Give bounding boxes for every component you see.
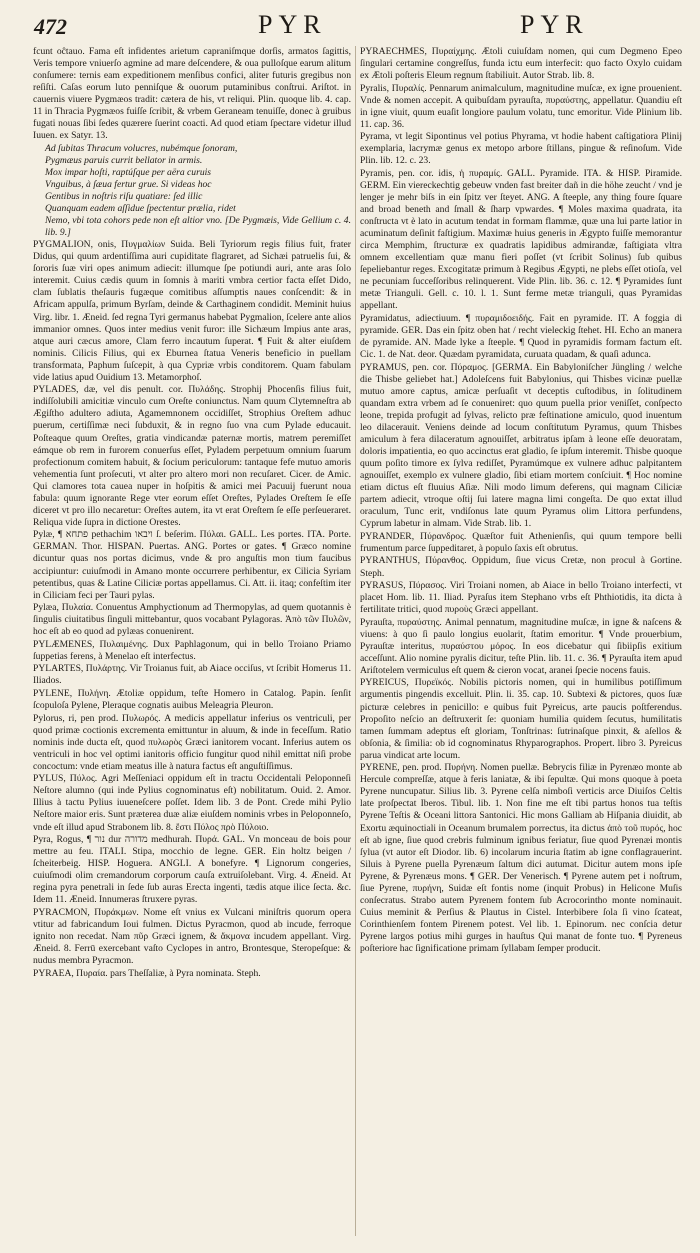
entry-pylene: PYLENE, Πυλήνη. Ætoliæ oppidum, teſte Homero in Catalog. Papin. ſenſit ſcopuloſa Pylene, Pleraque cognatis auibus Meleagria Pleuron. [33,687,351,712]
running-head-left: PYR [258,10,327,39]
left-column [33,46,351,1242]
entry-pylaea: Pylæa, Πυλαία. Conuentus Amphyctionum ad Thermopylas, ad quem quotannis è ſingulis ciuitatibus ſinguli mittebantur, quos vocabant Pylagoras. Ἀπὸ τῶν Πυλῶν, hoc eſt ab eo quod ad pylæas conuenirent. [33,602,351,638]
verse-line: Ad ſubitas Thracum volucres, nubémque ſonoram, [45,142,238,154]
entry-pylaemenes: PYLÆMENES, Πυλαιμένης. Dux Paphlagonum, qui in bello Troiano Priamo ſuppetias ferens, à Menelao eſt interfectus. [33,638,351,662]
verse-line: Vnguibus, à ſæua fertur grue. Si videas hoc [45,179,212,191]
verse-line: Nemo, vbi tota cohors pede non eſt altior vno. [De Pygmæis, Vide Gellium c. 4. lib. 9.] [45,215,351,239]
entry-pyrene: PYRENE, pen. prod. Πυρήνη. Nomen puellæ. Bebrycis filiæ in Pyrenæo monte ab Hercule compreſſæ, atque à feris laniatæ, & ibi ſepultæ. Qui mons quoque à poeta Pyrene nuncupatur. Silius lib. 3. Pyrene celſa nimboſi verticis arce Diuiſos Celtis late proſpectat Iberos. Tibul. lib. 1. Non fine me eſt tibi partus honos tua teſtis Pyrene Teſtis & Oceani littora Santonici. Hic mons Galliam ab Hiſpania diuidit, ab Exortu æquinoctiali in Oceanum brumalem porrectus, ita dictus ἀπὸ τοῦ πυρός, hoc eſt ab igne, ſiue quod crebris fulminum ignibus feriatur, ſiue quod Pyrenæi montis ſylua (vt autor eſt Diodor. lib. 6) incolarum incuria ſtatim ab igne conflagrauerint. Siluis à Pyrene puella Pyrenæum ſaltum dici autumat. Dicitur autem mons ipſe Pyrene, & Pyrenæus mons. ¶ GER. Der Venerisch. ¶ Pyrene autem pet i noſtrum, ſiue Pyrene, πυρήνη, Suidæ eſt fontis nome (inquit Probus) in Helicone Muſis conſecratus. Strabo autem Pyrenem fontem ſub Acrocorintho monte nominauit. Cuius meminit & Perſius & Plautus in Cistel. Interbibere ſola ſi vino ſcateat, Corinthienſem fontem Pirenem potest. Vel lib. 1. Epinorum. nec conſcia detur Pyrene largos potius mihi gurges in hauſtus Qui manat de fonte tuo. ¶ Pyreneus poſteriore hac ſignificatione primam ſyllabam ſemper producit. [360,762,682,954]
entry-pygmaei-text: fcunt oĉtauo. Fama eſt infidentes arietum capraniſmque dorſis, armatos ſagittis, Veris tempore vniuerſo agmine ad mare deſcendere, & oua pulloſque earum alitum conſumere: ternis eam expeditionem menſibus confici, aliter futuris gregibus non reſiſti. Caſas eorum luto penniſque & ouorum putaminibus conſtrui. Ariſtot. in cauernis viuere Pygmæos tradit: cætera de his, vt reliqui. Plin. quoque lib. 4. cap. 11 in Thracia Pygmæos fuiſſe ſcribit, & vrbem Geraneam tenuiſſe, donec à gruibus fugati nouas ſibi ſedes quærere ſuerint coacti. Ad quod etiam ſpectare videtur illud Iuuen. ex Satyr. 13. [33,46,351,142]
entry-pylades: PYLADES, dæ, vel dis penult. cor. Πυλάδης. Strophij Phocenſis filius fuit, indiſſolubili amicitiæ vinculo cum Oreſte coniunctus. Nam quum Clytemneſtra ab Ægiſtho adultero adiuta, Agamemnonem occidiſſet, Strophius Oreſtem adhuc puerum, certiſſimæ neci ſubduxit, & in regno ſuo vna cum Pylade educauit. Poſteaque quum Oreſtes, gratia vindicandæ paternæ mortis, matrem peremiſſet eámque ob rem in furorem conuerſus eſſet, Pyladem perpetuum omnium ſuarum profectionum comitem habuit, & ſocium periculorum: tantaque fefe mutuo amoris vehementia ſunt proſecuti, vt alter pro altero mori non recuſaret. Cicer. de Amic. Qui clamores tota cauea nuper in hoſpitis & amici mei Pacuuij fuerunt noua fabula: quum ignorante Rege vter eorum eſſet Oreſtes, Pylades Oreſtem ſe eſſe diceret vt pro illo necaretur: Oreſtes autem, ita vt erat Oreſtem ſe eſſe perſeueraret. Reliqua vide ſupra in dictione Orestes. [33,384,351,528]
page-number: 472 [34,14,67,39]
verse-line: Pygmæus paruis currit bellator in armis. [45,154,203,166]
column-divider [355,46,356,1236]
right-column [360,46,682,1242]
entry-pyrasus: PYRASUS, Πύρασος. Viri Troiani nomen, ab Aiace in bello Troiano interfecti, vt placet Hom. lib. 11. Iliad. Pyraſus item Stephano vrbs eſt Phthiotidis, ita dicta à fertilitate tritici, quod πυροὺς Græci appellant. [360,580,682,616]
entry-pygmalion: PYGMALION, onis, Πυγμαλίων Suida. Beli Tyriorum regis filius fuit, frater Didus, qui quum ardentiſſima auri cupiditate flagraret, ad Sichæi patruelis ſui, & ſororis ſuæ viri opes animum adiecit: illumque ſpe potiundi auri, ante aras ſolo interemit. Cuius cædis quum in ſomnis à mariti vmbra certior facta eſſet Dido, clam ſublatis theſauris fugæque comitibus aſſumptis naues conſcendit: & in Africam appulſa, primum Byrſam, deinde & Carthaginem condidit. Meminit huius Virg. libr. 1. Æneid. ſed regna Tyri germanus habebat Pygmalion, ſcelere ante alios immanior omnes. Quos inter medius venit furor: ille Sichæum Impius ante aras, atque auri cæcus amore, Clam ferro incautum ſuperat. ¶ Fuit & alter eiuſdem nominis. Cilicis Filius, qui ex Eburnea ſtatua Veneris beneficio in puellam transformata, Paphum ſuſcepit, à qua Cypriæ vrbis conditorem. Quam fabulam vide latius apud Ouidium 13. Metamorphoſ. [33,239,351,383]
entry-pyrausta: Pyrauſta, πυραύστης. Animal pennatum, magnitudine muſcæ, in igne & naſcens & viuens: à quo ſi paulo longius euolarit, ſtatim emoritur. ¶ Vnde prouerbium, Pyrauſtæ interitus, πυραύστου μόρος. In eos dicebatur qui ſibiipſis exitium acceſſunt. Alio nomine pyralis dicitur, teſte Plin. lib. 11. c. 36. ¶ Pyrauſta item apud Ariſtotelem vermiculus eſt quem & cieron vocat, aranei ſpecie nocens fauis. [360,616,682,676]
entry-pylartes: PYLARTES, Πυλάρτης. Vir Troianus fuit, ab Aiace occiſus, vt ſcribit Homerus 11. Iliados. [33,663,351,687]
running-head-right: PYR [520,10,589,39]
entry-pyraea: PYRAEA, Πυραία. pars Theſſaliæ, à Pyra nominata. Steph. [33,967,261,979]
verse-line: Gentibus in noſtris riſu quatiare: ſed illic [45,191,203,203]
entry-pyracmon: PYRACMON, Πυράκμων. Nome eſt vnius ex Vulcani miniſtris quorum opera vtitur ad fabricandum Ioui fulmen. Dictus Pyracmon, quod ab incude, ferroque ignito non recedat. Nam πῦρ Græci ignem, & ἄκμονα incudem appellant. Virg. Æneid. 8. Ferrū exercebant vaſto Cyclopes in antro, Brontesque, Steropeſque: & nudus membra Pyracmon. [33,906,351,967]
entry-pyramus: PYRAMUS, pen. cor. Πύραμος. [GERMA. Ein Babyloniſcher Jüngling / welche die Thisbe geliebet hat.] Adoleſcens fuit Babylonius, qui Thisbes vicinæ puellæ mutuo amore captus, amicæ perſuaſit vt deceptis cuſtodibus, in ſolitudinem quandam extra vrbem ad ſe conueniret: quo quum puella prior veniſſet, conſpecto leone, trepida profugit ad ſylvas, relicto præ feſtinatione amiculo, quod inuentum leo dilacerauit. Veniens deinde ad locum conſtitutum Pyramus, quum Thisbes amiculum à fera dilaceratum agnouiſſet, arbitratus ipſam à leone eſſe deuoratam, doloris impatientia, eo quo accinctus erat gladio, ſe ipſum interemit. Thisbe quoque quum poſito timore ex ſylva rediſſet, Pyramúmque ex vulnere adhuc palpitantem agnouiſſet, exemplo ex vulnere gladio, ſibi etiam mortem conſciuit. ¶ Hoc nomine etiam dictus eſt fluuius Aſiæ. Nili modo limum deferens, qui magnam Ciliciæ partem adiecit, vtroque oſtij ſui latere magna limi congeſta. De quo extat illud oraculum, Tunc erit, vndiſonus late quum Pyramus olim Littora perfundens, Cyprum labetur in almam. Vide Strab. lib. 1. [360,361,682,530]
verse-line: Mox impar hoſti, raptúſque per aëra curuis [45,166,212,178]
page-header [0,8,700,42]
entry-pyralis: Pyralis, Πυραλίς. Pennarum animalculum, magnitudine muſcæ, ex igne prouenient. Vnde & nomen accepit. A quibuſdam pyrauſta, πυραύστης, appellatur. Quandiu eſt in igne viuit, quum euaſit longiore paulum volatu, tunc emoritur. Vide Plinium lib. 11. cap. 36. [360,82,682,130]
entry-pyrama: Pyrama, vt legit Sipontinus vel potius Phyrama, vt hodie habent caſtigatiora Plinij exemplaria, lacrymæ genus ex metopo arbore ſtillans, pingue & reſinoſum. Vide Plin. lib. 12. c. 23. [360,131,682,167]
entry-pyramis: Pyramis, pen. cor. idis, ἡ πυραμίς. GALL. Pyramide. ITA. & HISP. Piramide. GERM. Ein viereckechtig gebeuw vnden fast breiter dañ in die höhe zeucht / vnd je lenger je mehr biſs in ein ſpitz ver ſteyet. ANG. A ſteeple, any thing foure ſquare and broad beneth and ſmall & ſharp vpwardes. ¶ Moles maxima quadrata, ita conſtructa vt è lato in acutum tendat in formam flammæ, quæ una lui parte latior in acuminatum deſinit faſtigium. Maximæ huius generis in Ægypto fuiſſe memorantur circa Memphim, ſtructuræ ex quadratis lapidibus admirandæ, faſtigiata vltra omnem excellentiam quæ manu fieri poſſet (vt ſcribit Solinus) ſub quibus ſepeliebantur reges. Excogitatæ primum à Regibus Ægypti, ne plebs eſſet otioſa, vel ne pecuniam ſucceſſoribus relinquerent. Vide Plin. lib. 36. c. 12. ¶ Pyramides ſunt metæ Trianguli. Gell. c. 10. l. 1. Sunt ferme metæ trianguli, quas Pyramidas appellant. [360,167,682,312]
entry-pyramidatus: Pyramidatus, adiectiuum. ¶ πυραμιδοειδής. Fait en pyramide. IT. A foggia di pyramide. GER. Das ein ſpitz oben hat / recht vieleckig ſtehet. HI. Echo an manera de pyramide. AN. Made lyke a ſteeple. ¶ Quod in pyramidis formam factum eſt. Cic. 1. de Nat. deor. Quædam pyramidata, curuata quadam, & quaſi adunca. [360,313,682,361]
entry-pyreicus: PYREICUS, Πυρεϊκός. Nobilis pictoris nomen, qui in humilibus potiſſimum argumentis pingendis excelluit. Plin. li. 35. cap. 10. Subtexi & pictores, quos ſuæ picturæ celebres in penicillo: e quibus fuit Pyreicus, arte paucis poſtferendus. Propoſito neſcio an deſtruxerit ſe: quoniam humilia quidem ſecutus, humilitatis tamen ſummam adeptus eſt gloriam, Tonſtrinas: ſutrinaſque pinxit, & aſellos & obſonia, & ſimilia: ob id cognominatus Rhyparographos. Propert. libro 3. Pyreicus parua vindicat arte locum. [360,677,682,761]
verse-line: Quanquam eadem aſſidue ſpectentur prælia, ridet [45,203,236,215]
entry-pyra: Pyra, Rogus, ¶ נור dur מדורה medhurah. Πυρά. GAL. Vn monceau de bois pour mettre au feu. ITALI. Stipa, mocchio de legne. GER. Ein holtz beigen / ſcheiterbeig. HISP. Hoguera. ANGLI. A bonefyre. ¶ Lignorum congeries, cuiuſmodi olim cremandorum corporum cauſa extruiſolebant. Virg. 4. Æneid. At regina pyra penetrali in ſede ſub auras Erecta ingenti, tædis atque ilice ſecta. &c. Idem 11. Æneid. Innumeras ſtruxere pyras. [33,834,351,906]
entry-pylorus: Pylorus, ri, pen prod. Πυλωρός. A medicis appellatur inferius os ventriculi, per quod primæ coctionis excrementa emittuntur in aluum, & inde in feceſſum. Ratio nominis inde ducta eſt, quod πυλωρὸς Græci ianitorem vocant. Inferius autem os ventriculi in hoc vel optimi ianitoris officio fungitur quod nihil emittat niſi probe concoctum: vnde etiam meatus ille à natura factus eſt anguſtiſſimus. [33,712,351,772]
entry-pyraechmes: PYRAECHMES, Πυραίχμης. Ætoli cuiuſdam nomen, qui cum Degmeno Epeo ſingulari certamine congreſſus, funda ictu eum interfecit: quo facto Oxylo cuidam ex Ætoli poſteris Eleum regnum ſtabiliuit. Autor Strab. lib. 8. [360,46,682,82]
entry-pylus: PYLUS, Πύλος. Agri Meſſeniaci oppidum eſt in tractu Occidentali Peloponneſi Neſtore alumno (qui inde Pylius cognominatus eſt) nobilitatum. Ouid. 2. Amor. Illius à tactu Pylius iuueneſcere poſſet. Idem lib. 3 de Pont. Crede mihi Pylio Neſtore maior eris. Sunt præterea duæ aliæ eiuſdem nominis vrbes in Peloponneſo, vnde eſt illud apud Strabonem lib. 8. ἔστι Πύλος πρὸ Πύλοιο. [33,773,351,833]
entry-pyrander: PYRANDER, Πύρανδρος. Quæſtor fuit Athenienſis, qui quum tempore belli frumentum parce ſuppeditaret, à populo ſaxis eſt obrutus. [360,530,682,554]
entry-pyranthus: PYRANTHUS, Πύρανθος. Oppidum, ſiue vicus Cretæ, non procul à Gortine. Steph. [360,555,682,579]
verse-pygmaei [45,143,351,239]
entry-pylae: Pylæ, ¶ פתחא pethachim ויבאו ſ. beſerim. Πύλαι. GALL. Les portes. ITA. Porte. GERMAN. Thor. HISPAN. Puertas. ANG. Portes or gates. ¶ Græco nomine dicuntur quas nos portas dicimus, vnde & pro anguſtis mon tium faucibus accipiuntur: cuiuſmodi in Amano monte occurrere perhibentur, ex Cilicia Syriam petentibus, quas & Latine Ciliciæ portas appellamus. Ci. Att. ii. itaq; confeſtim iter in Ciliciam feci per Tauri pylas. [33,529,351,601]
